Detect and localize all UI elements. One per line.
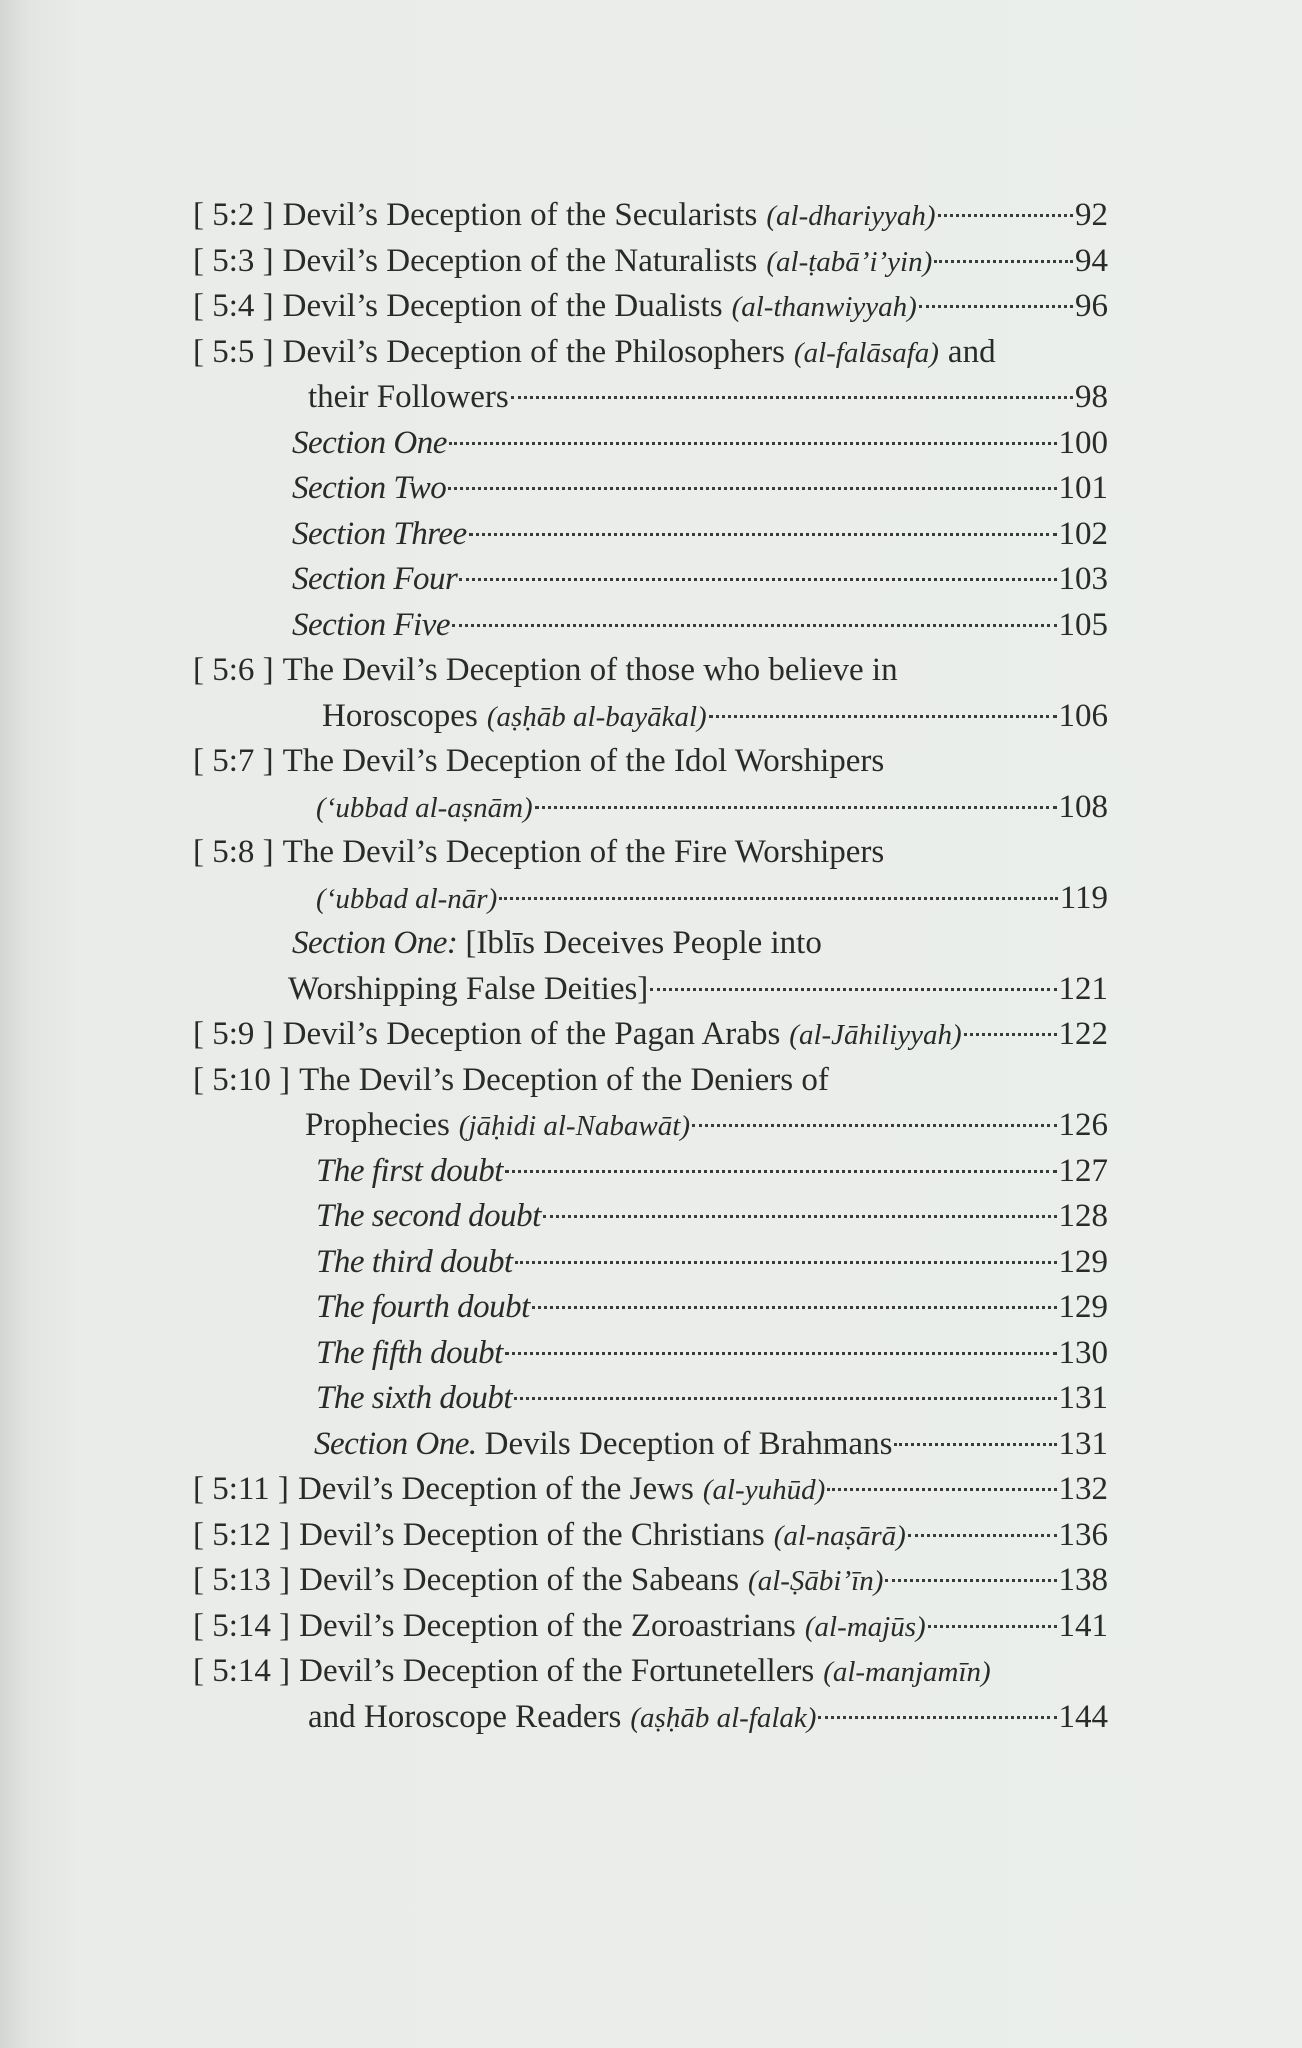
page-number: 144 xyxy=(1058,1698,1108,1735)
entry-title: [Iblīs Deceives People into xyxy=(465,925,822,961)
toc-entry xyxy=(0,1103,1302,1149)
toc-entry xyxy=(0,239,1302,285)
toc-entry xyxy=(0,1649,1302,1695)
entry-transliteration: (aṣḥāb al-falak) xyxy=(630,1701,817,1734)
page-number: 129 xyxy=(1058,1243,1108,1280)
entry-number: [ 5:12 ] xyxy=(193,1516,291,1553)
entry-number: [ 5:6 ] xyxy=(193,652,274,688)
page-number: 128 xyxy=(1058,1198,1108,1234)
dot-leader xyxy=(499,897,1057,900)
dot-leader xyxy=(934,260,1073,263)
dot-leader xyxy=(505,1170,1057,1173)
entry-title: Devil’s Deception of the Sabeans xyxy=(299,1562,740,1598)
page-number: 141 xyxy=(1058,1607,1108,1644)
entry-title: Section Five xyxy=(292,606,451,643)
toc-entry xyxy=(0,330,1302,376)
entry-title: Devil’s Deception of the Dualists xyxy=(282,288,723,324)
entry-title: Section One xyxy=(292,424,447,461)
page-number: 132 xyxy=(1058,1471,1108,1507)
page-number: 92 xyxy=(1075,197,1108,233)
entry-number: [ 5:2 ] xyxy=(193,197,274,233)
entry-title: Prophecies xyxy=(305,1107,450,1143)
entry-number: [ 5:13 ] xyxy=(193,1562,291,1598)
dot-leader xyxy=(928,1625,1057,1628)
page-number: 100 xyxy=(1058,424,1108,461)
entry-title: their Followers xyxy=(308,379,509,415)
page-number: 126 xyxy=(1058,1107,1108,1143)
entry-number: [ 5:3 ] xyxy=(193,242,274,279)
entry-title: Devil’s Deception of the Christians xyxy=(299,1516,765,1553)
toc-entry xyxy=(0,1285,1302,1331)
entry-title: Section Four xyxy=(292,561,458,597)
entry-number: [ 5:9 ] xyxy=(193,1016,274,1052)
page-number: 101 xyxy=(1058,470,1108,506)
page-number: 122 xyxy=(1058,1016,1108,1052)
entry-title: Worshipping False Deities] xyxy=(288,970,649,1007)
dot-leader xyxy=(543,1215,1057,1218)
toc-entry xyxy=(0,1149,1302,1195)
dot-leader xyxy=(511,396,1073,399)
entry-transliteration: (aṣḥāb al-bayākal) xyxy=(486,700,707,733)
toc-entry xyxy=(0,1012,1302,1058)
entry-number: [ 5:10 ] xyxy=(193,1061,291,1098)
dot-leader xyxy=(452,624,1056,627)
entry-title: The fourth doubt xyxy=(316,1289,530,1325)
entry-transliteration: (al-naṣārā) xyxy=(773,1519,906,1552)
entry-title: Devils Deception of Brahmans xyxy=(484,1425,893,1462)
entry-title: The sixth doubt xyxy=(316,1380,512,1416)
dot-leader xyxy=(919,305,1073,308)
entry-title: Devil’s Deception of the Zoroastrians xyxy=(299,1607,796,1644)
toc-entry xyxy=(0,967,1302,1013)
dot-leader xyxy=(448,487,1056,490)
toc-entry xyxy=(0,785,1302,831)
entry-title: Devil’s Deception of the Secularists xyxy=(282,197,758,233)
dot-leader xyxy=(515,1261,1057,1264)
dot-leader xyxy=(818,1716,1056,1719)
toc-entry xyxy=(0,421,1302,467)
page-number: 102 xyxy=(1058,515,1108,552)
entry-transliteration: (al-falāsafa) xyxy=(793,336,939,369)
entry-number: [ 5:4 ] xyxy=(193,288,274,324)
toc-entry xyxy=(0,512,1302,558)
dot-leader xyxy=(827,1488,1056,1491)
toc-entry xyxy=(0,466,1302,512)
entry-transliteration: (al-majūs) xyxy=(804,1610,926,1643)
entry-transliteration: (al-Ṣābi’īn) xyxy=(748,1565,884,1597)
page-number: 130 xyxy=(1058,1334,1108,1371)
entry-title: Section Two xyxy=(292,470,447,506)
page-number: 131 xyxy=(1058,1380,1108,1416)
dot-leader xyxy=(894,1443,1056,1446)
dot-leader xyxy=(650,988,1056,991)
toc-entry xyxy=(0,648,1302,694)
entry-title: and Horoscope Readers xyxy=(308,1698,622,1735)
entry-title: Section Three xyxy=(292,515,467,552)
page-number: 131 xyxy=(1058,1425,1108,1462)
entry-title: The Devil’s Deception of the Deniers of xyxy=(299,1061,829,1098)
dot-leader xyxy=(692,1124,1057,1127)
toc-entry xyxy=(0,284,1302,330)
page-number: 119 xyxy=(1059,879,1108,916)
toc-entry xyxy=(0,694,1302,740)
page-number: 105 xyxy=(1058,606,1108,643)
entry-transliteration: (al-thanwiyyah) xyxy=(731,291,917,323)
toc-entry xyxy=(0,1558,1302,1604)
entry-title: The third doubt xyxy=(316,1243,513,1280)
toc-entry xyxy=(0,1422,1302,1468)
page-number: 108 xyxy=(1058,788,1108,825)
page-number: 98 xyxy=(1075,379,1108,415)
entry-title: Devil’s Deception of the Fortunetellers xyxy=(299,1653,815,1689)
dot-leader xyxy=(535,806,1057,809)
entry-number: [ 5:7 ] xyxy=(193,743,274,779)
entry-title: The Devil’s Deception of the Idol Worshipers xyxy=(282,743,885,779)
page-number: 138 xyxy=(1058,1562,1108,1598)
entry-transliteration: (‘ubbad al-nār) xyxy=(316,882,498,915)
entry-transliteration: (‘ubbad al-aṣnām) xyxy=(316,791,533,824)
entry-transliteration: (al-Jāhiliyyah) xyxy=(789,1019,962,1051)
entry-transliteration: (al-yuhūd) xyxy=(702,1474,826,1506)
toc-entry xyxy=(0,557,1302,603)
dot-leader xyxy=(908,1534,1057,1537)
dot-leader xyxy=(469,533,1057,536)
toc-entry xyxy=(0,1513,1302,1559)
entry-title: The Devil’s Deception of the Fire Worshipers xyxy=(282,834,885,870)
toc-entry xyxy=(0,1695,1302,1741)
entry-title: Devil’s Deception of the Jews xyxy=(297,1471,694,1507)
toc-entry xyxy=(0,739,1302,785)
dot-leader xyxy=(449,442,1057,445)
page-number: 136 xyxy=(1058,1516,1108,1553)
toc-entry xyxy=(0,193,1302,239)
entry-title: Devil’s Deception of the Naturalists xyxy=(282,242,758,279)
entry-number: [ 5:8 ] xyxy=(193,834,274,870)
page-number: 129 xyxy=(1058,1289,1108,1325)
entry-title: The Devil’s Deception of those who believe in xyxy=(282,652,898,688)
entry-title-tail: and xyxy=(947,333,996,370)
dot-leader xyxy=(938,214,1074,217)
dot-leader xyxy=(514,1397,1057,1400)
entry-transliteration: (al-dhariyyah) xyxy=(766,200,936,232)
toc-entry xyxy=(0,1604,1302,1650)
page-number: 106 xyxy=(1058,697,1108,734)
table-of-contents xyxy=(0,193,1302,1740)
toc-entry xyxy=(0,1058,1302,1104)
toc-entry xyxy=(0,921,1302,967)
toc-entry xyxy=(0,830,1302,876)
dot-leader xyxy=(459,578,1056,581)
toc-entry xyxy=(0,375,1302,421)
page-number: 103 xyxy=(1058,561,1108,597)
entry-title: Devil’s Deception of the Pagan Arabs xyxy=(282,1016,781,1052)
dot-leader xyxy=(964,1033,1057,1036)
entry-title: The fifth doubt xyxy=(316,1334,503,1371)
toc-entry xyxy=(0,1376,1302,1422)
entry-number: [ 5:14 ] xyxy=(193,1607,291,1644)
dot-leader xyxy=(885,1579,1056,1582)
entry-number: [ 5:14 ] xyxy=(193,1653,291,1689)
entry-number: [ 5:11 ] xyxy=(193,1471,289,1507)
entry-transliteration: (al-ṭabā’i’yin) xyxy=(766,245,933,278)
toc-entry xyxy=(0,1467,1302,1513)
toc-entry xyxy=(0,603,1302,649)
toc-entry xyxy=(0,1331,1302,1377)
entry-number: [ 5:5 ] xyxy=(193,333,274,370)
toc-entry xyxy=(0,876,1302,922)
page-number: 96 xyxy=(1075,288,1108,324)
entry-title: The first doubt xyxy=(316,1152,503,1189)
page-number: 121 xyxy=(1058,970,1108,1007)
page-number: 94 xyxy=(1075,242,1108,279)
page-number: 127 xyxy=(1058,1152,1108,1189)
entry-transliteration: (al-manjamīn) xyxy=(823,1656,991,1688)
toc-entry xyxy=(0,1240,1302,1286)
section-label: Section One. xyxy=(314,1425,477,1462)
toc-entry xyxy=(0,1194,1302,1240)
entry-title: The second doubt xyxy=(316,1198,541,1234)
entry-title: Devil’s Deception of the Philosophers xyxy=(282,333,785,370)
entry-transliteration: (jāḥidi al-Nabawāt) xyxy=(458,1110,690,1142)
dot-leader xyxy=(532,1306,1057,1309)
entry-title: Horoscopes xyxy=(322,697,478,734)
section-label: Section One: xyxy=(292,925,458,961)
dot-leader xyxy=(709,715,1057,718)
dot-leader xyxy=(505,1352,1057,1355)
